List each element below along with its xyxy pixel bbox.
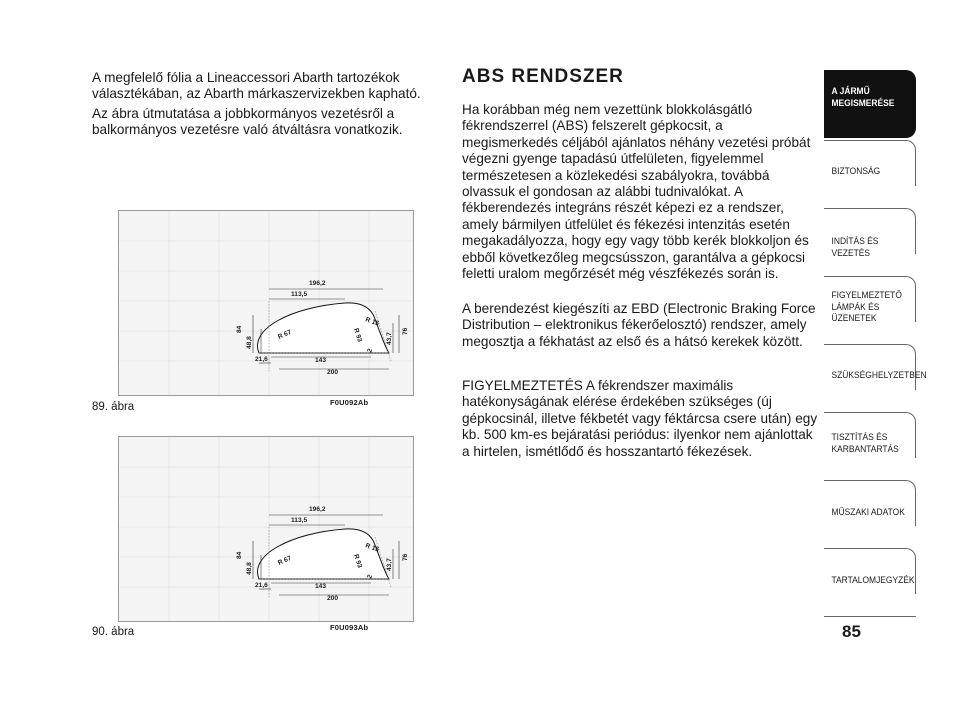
- figure-90-caption: 90. ábra: [92, 626, 135, 638]
- tab-technical-data[interactable]: MŰSZAKI ADATOK: [831, 507, 905, 518]
- dim-2: 2: [366, 573, 375, 580]
- dim-48: 48,8: [246, 336, 253, 349]
- dim-43: 43,7: [386, 332, 393, 345]
- radius-15: R 15: [364, 316, 380, 328]
- dim-84: 84: [236, 325, 243, 333]
- tab-maintenance[interactable]: TISZTÍTÁS ÉS KARBANTARTÁS: [831, 432, 899, 455]
- tab-divider: [824, 548, 916, 594]
- abs-warning-paragraph: FIGYELMEZTETÉS A fékrendszer maximális hatékonyságának elérése érdekében szükséges (új gépkocsinál, illetve fékbetét vagy féktárcsa csere után) egy kb. 500 km-es bejáratási periódus: ilyenkor nem ajánlottak a hirtelen, ismétlődő és hosszantartó fékezések.: [462, 378, 818, 459]
- radius-93: R 93: [352, 327, 364, 343]
- dim-196: 196,2: [309, 506, 326, 513]
- figure-89-mirror-diagram: [118, 210, 414, 396]
- tab-starting-driving[interactable]: INDÍTÁS ÉS VEZETÉS: [831, 236, 879, 259]
- radius-15: R 15: [364, 542, 380, 554]
- page-number: 85: [842, 622, 861, 641]
- tab-index[interactable]: TARTALOMJEGYZÉK: [831, 575, 915, 586]
- dim-48: 48,8: [246, 562, 253, 575]
- dim-76: 76: [402, 553, 409, 561]
- radius-67: R 67: [276, 328, 293, 341]
- dim-113: 113,5: [291, 517, 308, 524]
- tab-divider: [824, 480, 916, 526]
- dim-196: 196,2: [309, 280, 326, 287]
- mirror-film-diagram: [119, 437, 413, 621]
- dim-21: 21,6: [255, 582, 268, 589]
- tab-emergency[interactable]: SZÜKSÉGHELYZETBEN: [831, 370, 927, 381]
- tab-warning-lights[interactable]: FIGYELMEZTETŐ LÁMPÁK ÉS ÜZENETEK: [831, 290, 902, 324]
- intro-paragraph-2: Az ábra útmutatása a jobbkormányos vezetésről a balkormányos vezetésre való átváltásra vonatkozik.: [92, 106, 403, 138]
- dim-21: 21,6: [255, 356, 268, 363]
- dim-76: 76: [402, 327, 409, 335]
- radius-93: R 93: [352, 553, 364, 569]
- figure-89-code: F0U092Ab: [330, 398, 369, 407]
- dim-143: 143: [315, 357, 327, 364]
- intro-paragraph-1: A megfelelő fólia a Lineaccessori Abarth tartozékok választékában, az Abarth márkaszervizekben kapható.: [92, 70, 421, 102]
- dim-200: 200: [327, 595, 339, 602]
- figure-90-code: F0U093Ab: [330, 623, 369, 632]
- dim-200: 200: [327, 369, 339, 376]
- radius-67: R 67: [276, 554, 293, 567]
- dim-43: 43,7: [386, 558, 393, 571]
- tab-vehicle-overview[interactable]: A JÁRMŰ MEGISMERÉSE: [831, 86, 895, 109]
- abs-paragraph-2: A berendezést kiegészíti az EBD (Electronic Braking Force Distribution – elektronikus fékerőelosztó) rendszer, amely megosztja a fékhatást az első és a hátsó kerekek között.: [462, 301, 816, 349]
- tab-divider: [824, 616, 916, 617]
- mirror-film-diagram: [119, 211, 413, 395]
- figure-89-caption: 89. ábra: [92, 401, 135, 413]
- tab-divider: [824, 140, 916, 186]
- tab-safety[interactable]: BIZTONSÁG: [831, 166, 881, 177]
- dim-84: 84: [236, 551, 243, 559]
- tab-divider: [824, 344, 927, 390]
- figure-90-mirror-diagram: [118, 436, 414, 622]
- dim-113: 113,5: [291, 291, 308, 298]
- abs-paragraph-1: Ha korábban még nem vezettünk blokkolásgátló fékrendszerrel (ABS) felszerelt gépkocsit, a megismerkedés céljából ajánlatos néhány vezetési próbát végezni gyenge tapadású útfelületen, figyelemmel természetesen a közlekedési szabályokra, továbbá olvassuk el gondosan az alábbi tudnivalókat. A fékberendezés integráns részét képezi ez a rendszer, amely bármilyen útfelület és fékezési intenzitás esetén megakadályozza, hogy egy vagy több kerék blokkoljon és ebből következőleg megcsússzon, garantálva a gépkocsi feletti uralom megőrzését még vészfékezés során is.: [462, 102, 811, 282]
- dim-2: 2: [366, 347, 375, 354]
- dim-143: 143: [315, 583, 327, 590]
- abs-heading: ABS RENDSZER: [462, 66, 624, 87]
